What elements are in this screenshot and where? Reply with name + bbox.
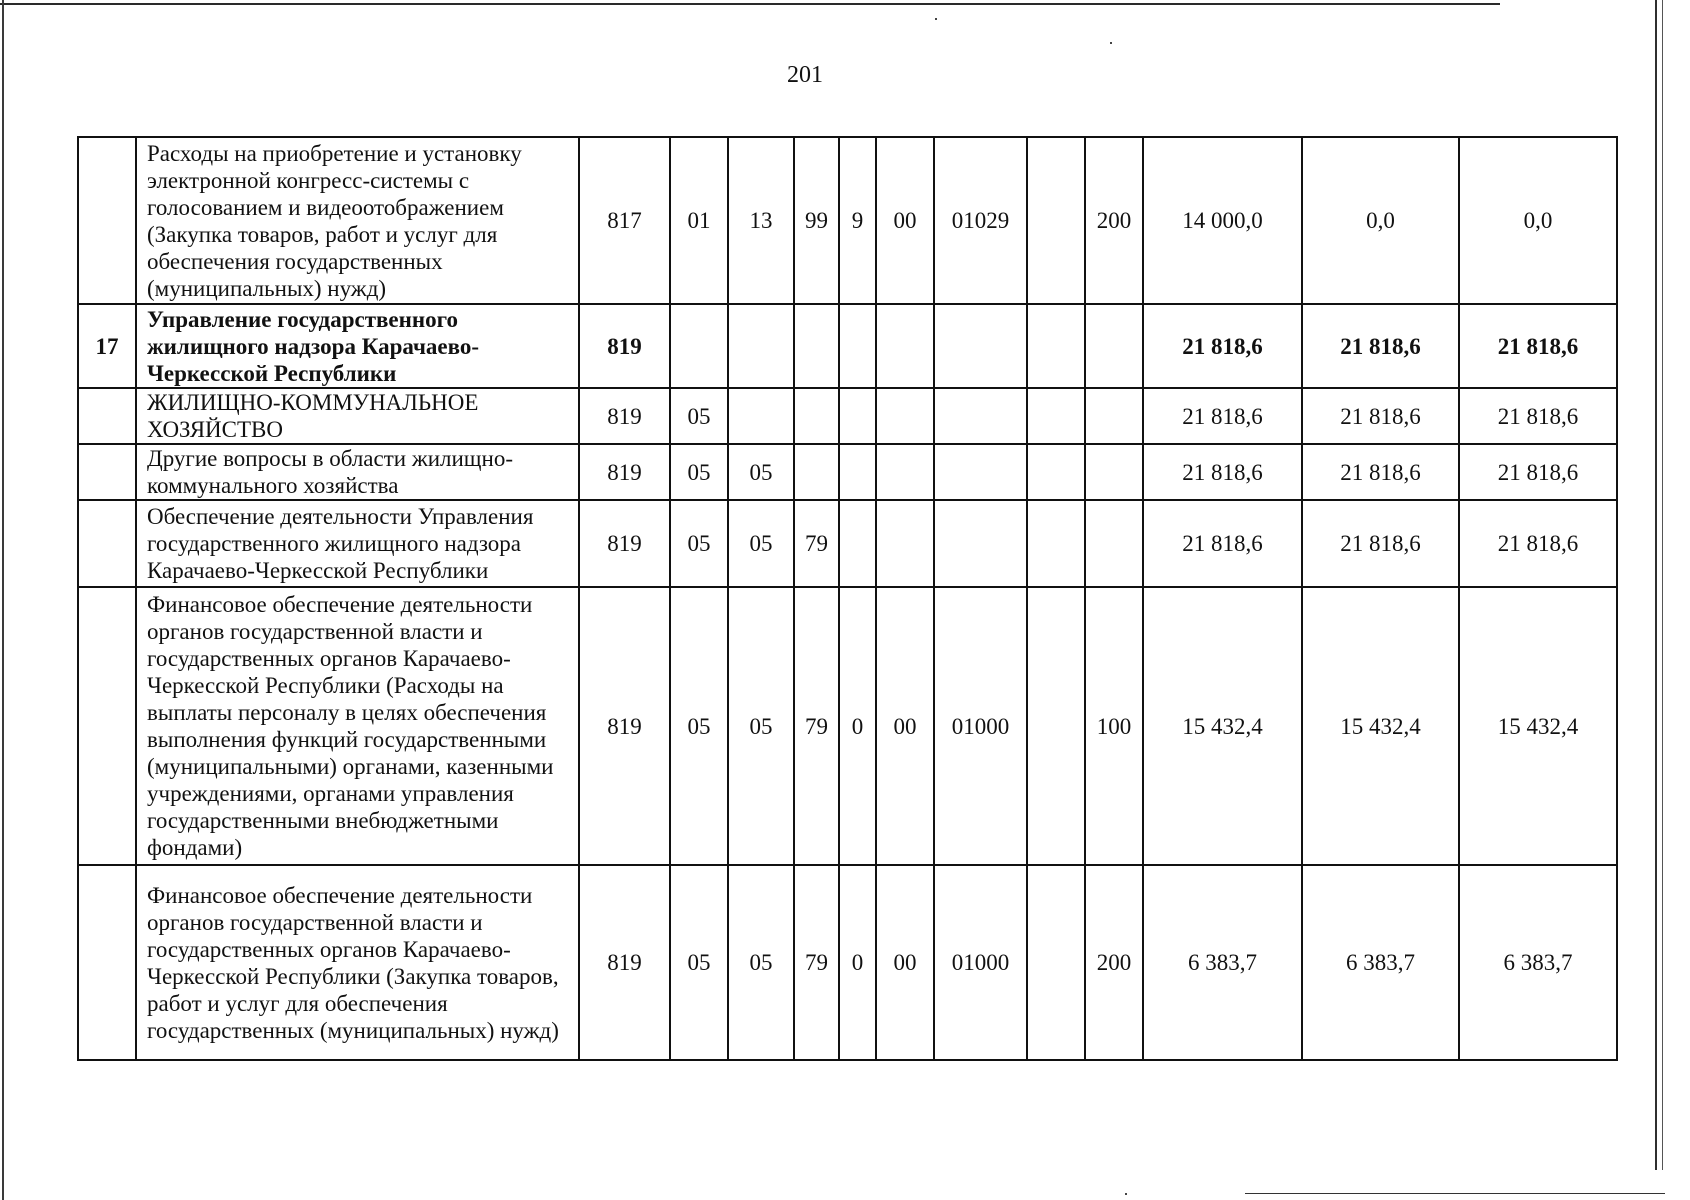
blank-cell bbox=[1027, 587, 1085, 865]
scan-border-bottom bbox=[1245, 1193, 1665, 1194]
program-code: 79 bbox=[794, 587, 839, 865]
event-code: 00 bbox=[876, 865, 934, 1060]
amount-year-2: 6 383,7 bbox=[1302, 865, 1459, 1060]
table-row bbox=[78, 865, 1617, 1060]
ministry-code: 819 bbox=[579, 865, 670, 1060]
amount-year-2: 21 818,6 bbox=[1302, 500, 1459, 587]
subsection-code bbox=[728, 388, 794, 444]
blank-cell bbox=[1027, 304, 1085, 388]
ministry-code: 819 bbox=[579, 444, 670, 500]
table-row bbox=[78, 444, 1617, 500]
row-number: 17 bbox=[78, 304, 136, 388]
scan-border-right-inner bbox=[1662, 0, 1663, 1170]
amount-year-1: 21 818,6 bbox=[1143, 444, 1302, 500]
section-code: 05 bbox=[670, 444, 728, 500]
blank-cell bbox=[1027, 388, 1085, 444]
ministry-code: 819 bbox=[579, 388, 670, 444]
program-code bbox=[794, 304, 839, 388]
blank-cell bbox=[1027, 444, 1085, 500]
direction-code: 01000 bbox=[934, 587, 1027, 865]
event-code bbox=[876, 444, 934, 500]
expense-type-code: 100 bbox=[1085, 587, 1143, 865]
subsection-code bbox=[728, 304, 794, 388]
amount-year-3: 21 818,6 bbox=[1459, 444, 1617, 500]
expense-type-code bbox=[1085, 304, 1143, 388]
table-row bbox=[78, 500, 1617, 587]
row-description: Финансовое обеспечение деятельности органов государственной власти и государственных органов Карачаево-Черкесской Республики (Расходы на выплаты персоналу в целях обеспечения выполнения функций государственными (муниципальными) органами, казенными учреждениями, органами управления государственными внебюджетными фондами) bbox=[136, 587, 579, 865]
subprogram-code bbox=[839, 444, 876, 500]
scan-border-top bbox=[0, 3, 1500, 5]
direction-code: 01029 bbox=[934, 137, 1027, 304]
amount-year-2: 21 818,6 bbox=[1302, 444, 1459, 500]
scan-border-left bbox=[2, 0, 4, 1200]
amount-year-1: 6 383,7 bbox=[1143, 865, 1302, 1060]
section-code: 01 bbox=[670, 137, 728, 304]
budget-table bbox=[77, 136, 1618, 1061]
event-code: 00 bbox=[876, 587, 934, 865]
amount-year-1: 14 000,0 bbox=[1143, 137, 1302, 304]
direction-code bbox=[934, 304, 1027, 388]
expense-type-code: 200 bbox=[1085, 137, 1143, 304]
event-code bbox=[876, 500, 934, 587]
row-description: Управление государственного жилищного надзора Карачаево-Черкесской Республики bbox=[136, 304, 579, 388]
amount-year-1: 15 432,4 bbox=[1143, 587, 1302, 865]
direction-code bbox=[934, 388, 1027, 444]
subsection-code: 05 bbox=[728, 587, 794, 865]
amount-year-3: 6 383,7 bbox=[1459, 865, 1617, 1060]
subsection-code: 13 bbox=[728, 137, 794, 304]
table-row bbox=[78, 137, 1617, 304]
blank-cell bbox=[1027, 500, 1085, 587]
amount-year-2: 0,0 bbox=[1302, 137, 1459, 304]
amount-year-3: 21 818,6 bbox=[1459, 500, 1617, 587]
row-number bbox=[78, 587, 136, 865]
subprogram-code: 0 bbox=[839, 865, 876, 1060]
expense-type-code bbox=[1085, 444, 1143, 500]
blank-cell bbox=[1027, 865, 1085, 1060]
subsection-code: 05 bbox=[728, 865, 794, 1060]
subprogram-code: 9 bbox=[839, 137, 876, 304]
amount-year-2: 21 818,6 bbox=[1302, 304, 1459, 388]
ministry-code: 819 bbox=[579, 500, 670, 587]
ministry-code: 819 bbox=[579, 304, 670, 388]
subprogram-code bbox=[839, 388, 876, 444]
expense-type-code bbox=[1085, 388, 1143, 444]
event-code bbox=[876, 304, 934, 388]
amount-year-2: 21 818,6 bbox=[1302, 388, 1459, 444]
subprogram-code bbox=[839, 500, 876, 587]
amount-year-3: 21 818,6 bbox=[1459, 388, 1617, 444]
table-row bbox=[78, 304, 1617, 388]
amount-year-1: 21 818,6 bbox=[1143, 388, 1302, 444]
ministry-code: 817 bbox=[579, 137, 670, 304]
table-row bbox=[78, 587, 1617, 865]
direction-code: 01000 bbox=[934, 865, 1027, 1060]
row-description: Финансовое обеспечение деятельности органов государственной власти и государственных органов Карачаево-Черкесской Республики (Закупка товаров, работ и услуг для обеспечения государственных (муниципальных) нужд) bbox=[136, 865, 579, 1060]
subsection-code: 05 bbox=[728, 500, 794, 587]
scan-speck bbox=[1110, 42, 1112, 44]
amount-year-3: 21 818,6 bbox=[1459, 304, 1617, 388]
row-number bbox=[78, 388, 136, 444]
scan-speck bbox=[1125, 1193, 1127, 1195]
program-code: 79 bbox=[794, 500, 839, 587]
subprogram-code: 0 bbox=[839, 587, 876, 865]
row-description: ЖИЛИЩНО-КОММУНАЛЬНОЕ ХОЗЯЙСТВО bbox=[136, 388, 579, 444]
amount-year-3: 15 432,4 bbox=[1459, 587, 1617, 865]
amount-year-1: 21 818,6 bbox=[1143, 304, 1302, 388]
section-code: 05 bbox=[670, 587, 728, 865]
program-code bbox=[794, 444, 839, 500]
amount-year-3: 0,0 bbox=[1459, 137, 1617, 304]
row-description: Расходы на приобретение и установку электронной конгресс-системы с голосованием и видеоотображением (Закупка товаров, работ и услуг для обеспечения государственных (муниципальных) нужд) bbox=[136, 137, 579, 304]
direction-code bbox=[934, 444, 1027, 500]
row-number bbox=[78, 444, 136, 500]
row-description: Обеспечение деятельности Управления государственного жилищного надзора Карачаево-Черкесской Республики bbox=[136, 500, 579, 587]
scan-border-right bbox=[1655, 0, 1657, 1170]
event-code bbox=[876, 388, 934, 444]
section-code: 05 bbox=[670, 388, 728, 444]
subsection-code: 05 bbox=[728, 444, 794, 500]
program-code bbox=[794, 388, 839, 444]
row-number bbox=[78, 500, 136, 587]
program-code: 99 bbox=[794, 137, 839, 304]
row-description: Другие вопросы в области жилищно-коммунального хозяйства bbox=[136, 444, 579, 500]
subprogram-code bbox=[839, 304, 876, 388]
page-number: 201 bbox=[787, 62, 823, 88]
expense-type-code bbox=[1085, 500, 1143, 587]
table-row bbox=[78, 388, 1617, 444]
section-code: 05 bbox=[670, 500, 728, 587]
ministry-code: 819 bbox=[579, 587, 670, 865]
section-code: 05 bbox=[670, 865, 728, 1060]
direction-code bbox=[934, 500, 1027, 587]
amount-year-2: 15 432,4 bbox=[1302, 587, 1459, 865]
row-number bbox=[78, 137, 136, 304]
section-code bbox=[670, 304, 728, 388]
event-code: 00 bbox=[876, 137, 934, 304]
program-code: 79 bbox=[794, 865, 839, 1060]
row-number bbox=[78, 865, 136, 1060]
expense-type-code: 200 bbox=[1085, 865, 1143, 1060]
scan-speck bbox=[935, 18, 937, 20]
amount-year-1: 21 818,6 bbox=[1143, 500, 1302, 587]
blank-cell bbox=[1027, 137, 1085, 304]
